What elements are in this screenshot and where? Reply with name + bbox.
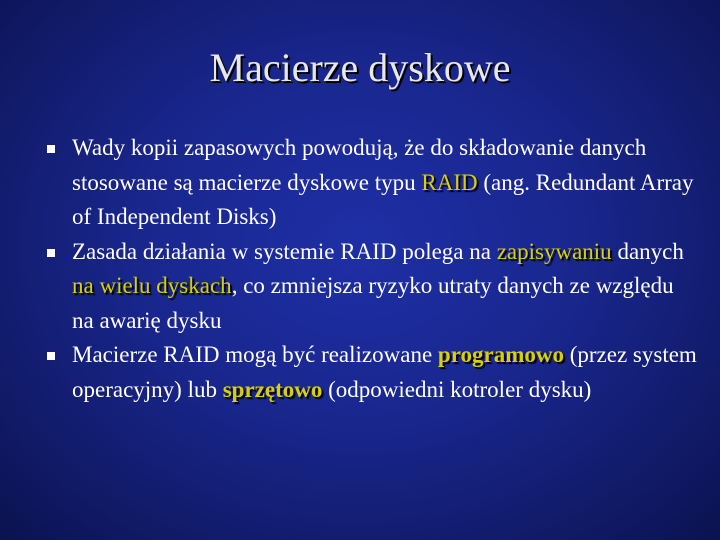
bullet-item bbox=[40, 131, 700, 235]
bullet-text: (ang. Redundant Array of Independent Disks) bbox=[72, 169, 694, 229]
bullet-text: danych bbox=[611, 238, 684, 264]
bullet-list bbox=[40, 131, 700, 407]
bullet-text: (odpowiedni kotroler dysku) bbox=[322, 376, 592, 402]
bullet-text: (przez system operacyjny) lub bbox=[72, 342, 697, 402]
highlighted-term: na wielu dyskach bbox=[72, 273, 232, 298]
square-bullet-icon bbox=[47, 352, 55, 360]
slide-title: Macierze dyskowe bbox=[209, 45, 511, 90]
square-bullet-icon bbox=[47, 249, 55, 257]
bullet-text: Macierze RAID mogą być realizowane bbox=[72, 342, 438, 367]
highlighted-term: programowo bbox=[437, 342, 564, 367]
highlighted-term: zapisywaniu bbox=[496, 238, 612, 264]
bullet-item bbox=[40, 235, 700, 339]
highlighted-term: sprzętowo bbox=[222, 376, 323, 402]
highlighted-term: RAID bbox=[421, 169, 478, 195]
square-bullet-icon bbox=[47, 145, 55, 153]
bullet-text: , co zmniejsza ryzyko utraty danych ze względu na awarię dysku bbox=[72, 273, 674, 333]
bullet-text: Wady kopii zapasowych powodują, że do składowanie danych stosowane są macierze dyskowe typu bbox=[72, 135, 647, 195]
bullet-item bbox=[40, 338, 700, 407]
bullet-text: Zasada działania w systemie RAID polega na bbox=[72, 238, 497, 264]
